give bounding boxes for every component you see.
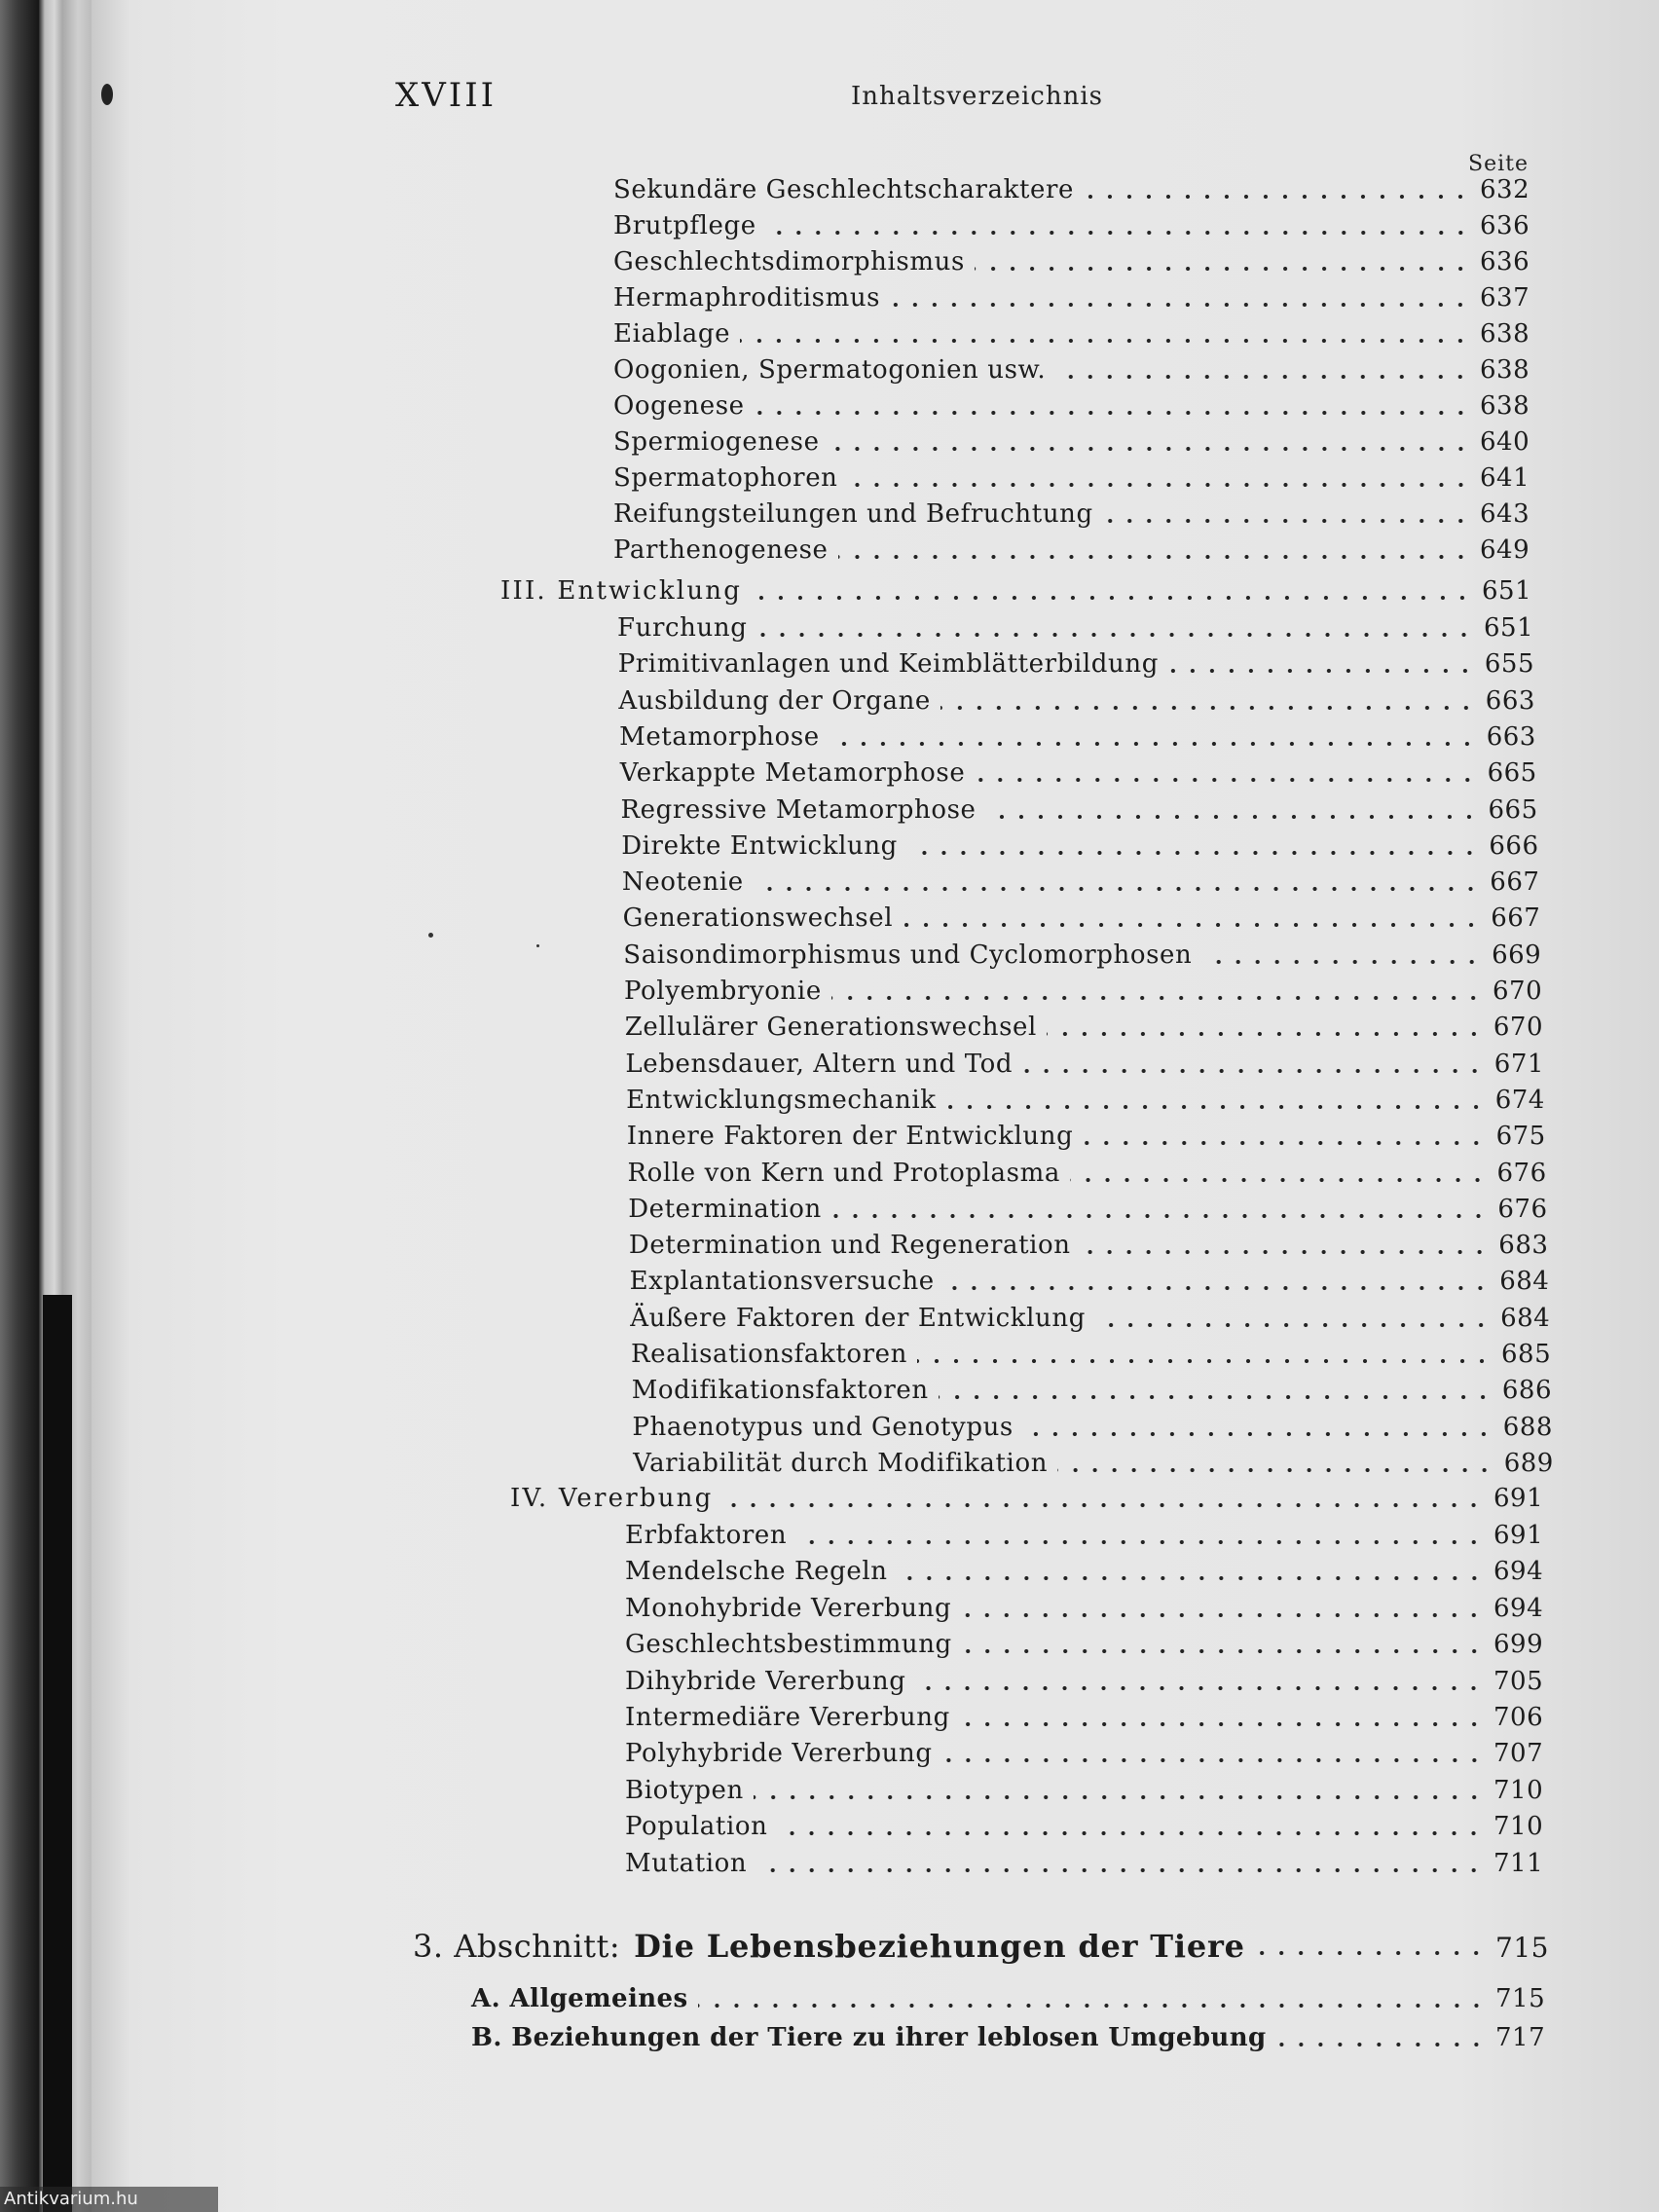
toc-entry-page: 710 xyxy=(1493,1775,1544,1805)
dot-leader xyxy=(838,554,1470,560)
toc-entry-page: 638 xyxy=(1480,391,1530,421)
dot-leader xyxy=(831,1213,1489,1219)
dot-leader xyxy=(1255,1950,1486,1956)
toc-entry[interactable] xyxy=(629,1231,1547,1264)
toc-entry-label: Direkte Entwicklung xyxy=(621,830,898,861)
toc-entry-label: Spermatophoren xyxy=(613,463,838,493)
toc-section-heading[interactable] xyxy=(500,576,1530,609)
toc-entry-page: 651 xyxy=(1484,613,1534,643)
toc-entry-page: 675 xyxy=(1495,1122,1546,1152)
dot-leader xyxy=(975,777,1477,783)
toc-entry-page: 643 xyxy=(1480,499,1530,529)
toc-entry-page: 651 xyxy=(1482,576,1532,606)
toc-entry[interactable] xyxy=(625,1812,1542,1845)
toc-entry[interactable] xyxy=(618,686,1533,719)
toc-entry-page: 715 xyxy=(1495,1984,1546,2013)
toc-entry-label: Ausbildung der Organe xyxy=(618,685,931,716)
toc-entry-label: Polyhybride Vererbung xyxy=(625,1739,933,1769)
toc-entry-label: Eiablage xyxy=(613,319,731,349)
dot-leader xyxy=(754,1794,1484,1800)
toc-entry-page: 655 xyxy=(1484,649,1535,680)
toc-entry-page: 689 xyxy=(1503,1448,1554,1478)
dot-leader xyxy=(766,230,1470,236)
toc-entry-label: Zellulärer Generationswechsel xyxy=(624,1013,1037,1043)
toc-entry-page: 637 xyxy=(1480,283,1530,313)
toc-entry-label: III. Entwicklung xyxy=(500,576,743,606)
toc-entry[interactable] xyxy=(613,211,1529,244)
toc-entry-page: 715 xyxy=(1495,1932,1549,1964)
toc-entry[interactable] xyxy=(613,463,1529,497)
dot-leader xyxy=(1047,1031,1484,1037)
toc-entry[interactable] xyxy=(620,758,1536,792)
dot-leader xyxy=(1084,194,1470,200)
toc-entry[interactable] xyxy=(613,319,1529,352)
toc-entry[interactable] xyxy=(625,1849,1542,1882)
toc-entry-label: Parthenogenese xyxy=(613,535,829,565)
dot-leader xyxy=(698,2003,1486,2009)
toc-entry[interactable] xyxy=(613,391,1529,424)
toc-entry-page: 711 xyxy=(1493,1848,1544,1878)
toc-entry[interactable] xyxy=(621,831,1537,865)
dot-leader xyxy=(917,1358,1492,1364)
toc-entry-page: 670 xyxy=(1493,977,1543,1006)
toc-entry[interactable] xyxy=(613,175,1529,208)
running-title: Inhaltsverzeichnis xyxy=(851,82,1103,111)
toc-entry-label: Erbfaktoren xyxy=(625,1521,788,1550)
dot-leader xyxy=(831,995,1483,1001)
toc-entry-page: 691 xyxy=(1493,1484,1544,1513)
toc-entry[interactable] xyxy=(623,903,1540,937)
dot-leader xyxy=(1022,1068,1485,1074)
toc-entry[interactable] xyxy=(625,1013,1542,1046)
dot-leader xyxy=(942,1757,1484,1763)
toc-entry[interactable] xyxy=(632,1413,1551,1446)
toc-entry-page: 717 xyxy=(1495,2023,1546,2052)
toc-entry-page: 670 xyxy=(1493,1013,1544,1043)
dot-leader xyxy=(1168,668,1475,674)
toc-entry-page: 663 xyxy=(1486,721,1536,752)
book-spine-shadow xyxy=(0,0,39,2212)
toc-entry[interactable] xyxy=(628,1159,1546,1192)
toc-part-heading[interactable] xyxy=(413,1928,1549,1969)
dot-leader xyxy=(754,886,1481,892)
dot-leader xyxy=(915,1685,1484,1691)
toc-entry-page: 671 xyxy=(1493,1049,1544,1079)
dot-leader xyxy=(975,266,1470,272)
toc-entry-page: 632 xyxy=(1480,175,1530,204)
toc-entry-label: Primitivanlagen und Keimblätterbildung xyxy=(617,649,1159,680)
toc-entry[interactable] xyxy=(471,2023,1544,2056)
toc-entry[interactable] xyxy=(625,1521,1542,1554)
toc-entry-page: 663 xyxy=(1485,685,1535,716)
running-head xyxy=(0,76,1659,115)
toc-entry-label: Reifungsteilungen und Befruchtung xyxy=(613,499,1093,529)
page-column-label: Seite xyxy=(1468,152,1529,176)
toc-entry[interactable] xyxy=(633,1449,1553,1482)
toc-entry-page: 666 xyxy=(1489,830,1539,861)
toc-entry[interactable] xyxy=(613,283,1529,316)
toc-entry-page: 667 xyxy=(1490,867,1540,898)
dot-leader xyxy=(1095,1322,1491,1328)
toc-entry-label: IV. Vererbung xyxy=(510,1484,714,1513)
toc-entry[interactable] xyxy=(625,1703,1542,1736)
toc-entry[interactable] xyxy=(613,499,1529,533)
toc-entry-label: B. Beziehungen der Tiere zu ihrer leblosen Umgebung xyxy=(471,2023,1267,2052)
toc-entry-page: 641 xyxy=(1480,463,1530,493)
toc-entry-label: Determination und Regeneration xyxy=(628,1231,1071,1261)
toc-entry-label: Geschlechtsdimorphismus xyxy=(613,247,965,276)
toc-entry[interactable] xyxy=(630,1304,1549,1337)
dot-leader xyxy=(903,922,1481,928)
toc-entry-label: Polyembryonie xyxy=(624,977,822,1006)
dot-leader xyxy=(796,1539,1484,1545)
toc-entry-page: 688 xyxy=(1502,1412,1553,1442)
toc-entry-label: Monohybride Vererbung xyxy=(625,1593,952,1623)
toc-entry[interactable] xyxy=(623,940,1540,974)
toc-entry[interactable] xyxy=(627,1122,1545,1155)
dot-leader xyxy=(1023,1431,1493,1437)
toc-entry-page: 694 xyxy=(1493,1593,1544,1623)
toc-entry-page: 665 xyxy=(1487,758,1537,789)
toc-entry-page: 684 xyxy=(1499,1267,1550,1297)
dot-leader xyxy=(755,410,1470,416)
toc-entry-page: 649 xyxy=(1480,535,1530,565)
toc-entry-page: 638 xyxy=(1480,319,1530,349)
toc-entry-label: Dihybride Vererbung xyxy=(625,1666,906,1696)
dot-leader xyxy=(756,632,1474,638)
dot-leader xyxy=(939,1394,1493,1400)
toc-entry-page: 694 xyxy=(1493,1557,1544,1587)
dot-leader xyxy=(848,482,1470,488)
toc-entry-page: 674 xyxy=(1494,1085,1545,1115)
toc-entry[interactable] xyxy=(613,427,1529,461)
toc-entry-page: 638 xyxy=(1480,355,1530,385)
toc-entry-page: 676 xyxy=(1497,1194,1548,1224)
dot-leader xyxy=(740,338,1470,344)
toc-entry-label: Spermiogenese xyxy=(613,427,820,457)
toc-entry-page: 636 xyxy=(1480,211,1530,240)
dot-leader xyxy=(944,1285,1490,1291)
dot-leader xyxy=(946,1104,1486,1110)
toc-entry-label: Mutation xyxy=(625,1848,748,1878)
toc-entry-page: 676 xyxy=(1496,1158,1547,1188)
toc-entry-label: Metamorphose xyxy=(619,721,820,752)
toc-entry-label: Geschlechtsbestimmung xyxy=(625,1630,952,1660)
toc-entry[interactable] xyxy=(625,1594,1542,1627)
toc-entry-label: Realisationsfaktoren xyxy=(631,1340,907,1369)
toc-entry-label: Innere Faktoren der Entwicklung xyxy=(626,1122,1074,1152)
toc-entry-label: Furchung xyxy=(617,613,748,643)
toc-entry[interactable] xyxy=(628,1195,1546,1228)
toc-entry-label: Äußere Faktoren der Entwicklung xyxy=(630,1303,1086,1333)
toc-entry-page: 691 xyxy=(1493,1521,1544,1550)
dot-leader xyxy=(1083,1140,1486,1146)
toc-entry-label: Saisondimorphismus und Cyclomorphosen xyxy=(623,940,1193,970)
dot-leader xyxy=(960,1721,1484,1727)
dot-leader xyxy=(1201,959,1482,965)
part-heading-label xyxy=(413,1928,1245,1965)
dot-leader xyxy=(830,446,1470,452)
toc-entry[interactable] xyxy=(613,247,1529,280)
spine-black-band xyxy=(43,1295,72,2212)
toc-entry[interactable] xyxy=(631,1340,1550,1373)
toc-entry[interactable] xyxy=(618,649,1533,682)
toc-entry-label: Variabilität durch Modifikation xyxy=(633,1448,1049,1478)
toc-entry-label: Biotypen xyxy=(625,1775,744,1805)
toc-entry-page: 684 xyxy=(1500,1303,1551,1333)
paper-speck xyxy=(428,933,433,938)
toc-entry-page: 707 xyxy=(1493,1739,1544,1769)
dot-leader xyxy=(830,741,1477,747)
dot-leader xyxy=(1081,1249,1490,1255)
toc-entry-label: Rolle von Kern und Protoplasma xyxy=(627,1158,1060,1188)
dot-leader xyxy=(756,1867,1484,1873)
toc-entry-page: 636 xyxy=(1480,247,1530,276)
toc-entry[interactable] xyxy=(625,1667,1542,1700)
toc-entry[interactable] xyxy=(626,1086,1544,1119)
toc-entry-page: 699 xyxy=(1493,1630,1544,1660)
dot-leader xyxy=(1055,374,1470,380)
toc-entry[interactable] xyxy=(625,1630,1542,1663)
toc-entry-page: 667 xyxy=(1491,903,1541,934)
toc-entry-page: 669 xyxy=(1492,940,1542,970)
dot-leader xyxy=(907,850,1479,856)
toc-entry-label: Verkappte Metamorphose xyxy=(619,758,966,789)
toc-entry[interactable] xyxy=(624,977,1541,1010)
toc-entry[interactable] xyxy=(625,1776,1542,1809)
toc-entry-label: Neotenie xyxy=(621,867,744,898)
toc-entry[interactable] xyxy=(471,1984,1544,2017)
toc-entry[interactable] xyxy=(625,1557,1542,1590)
part-title: Die Lebensbeziehungen der Tiere xyxy=(634,1928,1245,1965)
dot-leader xyxy=(890,302,1470,308)
toc-entry-label: Determination xyxy=(628,1194,822,1224)
toc-entry-label: Regressive Metamorphose xyxy=(620,794,977,825)
toc-entry-label: Population xyxy=(625,1812,768,1842)
dot-leader xyxy=(722,1502,1484,1508)
part-number: 3. Abschnitt: xyxy=(413,1928,621,1965)
dot-leader xyxy=(1057,1467,1494,1473)
toc-entry-label: Brutpflege xyxy=(613,211,756,240)
toc-entry[interactable] xyxy=(613,535,1529,569)
toc-entry-page: 710 xyxy=(1493,1812,1544,1842)
toc-entry-label: Entwicklungsmechanik xyxy=(626,1085,937,1115)
paper-speck xyxy=(536,944,539,947)
toc-entry-label: Oogonien, Spermatogonien usw. xyxy=(613,355,1047,385)
toc-entry[interactable] xyxy=(625,1050,1542,1083)
toc-section-heading[interactable] xyxy=(510,1484,1542,1517)
toc-entry-label: Sekundäre Geschlechtscharaktere xyxy=(613,175,1075,204)
toc-entry-page: 640 xyxy=(1480,427,1530,457)
toc-entry-label: Phaenotypus und Genotypus xyxy=(632,1412,1014,1442)
toc-entry[interactable] xyxy=(621,795,1537,829)
toc-entry-label: Intermediäre Vererbung xyxy=(625,1703,950,1732)
toc-entry[interactable] xyxy=(630,1267,1549,1300)
toc-entry-page: 706 xyxy=(1493,1703,1544,1732)
toc-entry[interactable] xyxy=(632,1376,1551,1409)
toc-entry-page: 685 xyxy=(1501,1340,1552,1369)
toc-entry-label: Explantationsversuche xyxy=(629,1267,935,1297)
toc-entry-label: A. Allgemeines xyxy=(471,1984,688,2013)
watermark: Antikvarium.hu xyxy=(0,2187,218,2212)
dot-leader xyxy=(962,1648,1484,1654)
dot-leader xyxy=(1070,1177,1488,1183)
dot-leader xyxy=(961,1612,1484,1618)
dot-leader xyxy=(940,705,1476,711)
dot-leader xyxy=(986,814,1479,820)
toc-entry-label: Hermaphroditismus xyxy=(613,283,881,313)
dot-leader xyxy=(1276,2042,1486,2047)
page-number: XVIII xyxy=(395,76,498,115)
toc-entry[interactable] xyxy=(613,355,1529,388)
toc-entry-page: 683 xyxy=(1498,1231,1549,1261)
dot-leader xyxy=(898,1575,1484,1581)
dot-leader xyxy=(777,1830,1484,1836)
toc-entry-label: Oogenese xyxy=(613,391,745,421)
toc-entry-label: Modifikationsfaktoren xyxy=(631,1376,929,1406)
toc-entry[interactable] xyxy=(617,613,1532,646)
toc-entry[interactable] xyxy=(619,722,1535,756)
toc-entry-label: Lebensdauer, Altern und Tod xyxy=(625,1049,1014,1079)
toc-entry-page: 705 xyxy=(1493,1666,1544,1696)
toc-entry-page: 686 xyxy=(1501,1376,1553,1406)
dot-leader xyxy=(752,595,1472,601)
toc-entry-label: Mendelsche Regeln xyxy=(625,1557,888,1587)
toc-entry-page: 665 xyxy=(1488,794,1538,825)
dot-leader xyxy=(1103,518,1470,524)
toc-entry[interactable] xyxy=(622,867,1538,901)
toc-entry[interactable] xyxy=(625,1739,1542,1772)
toc-entry-label: Generationswechsel xyxy=(622,903,894,934)
